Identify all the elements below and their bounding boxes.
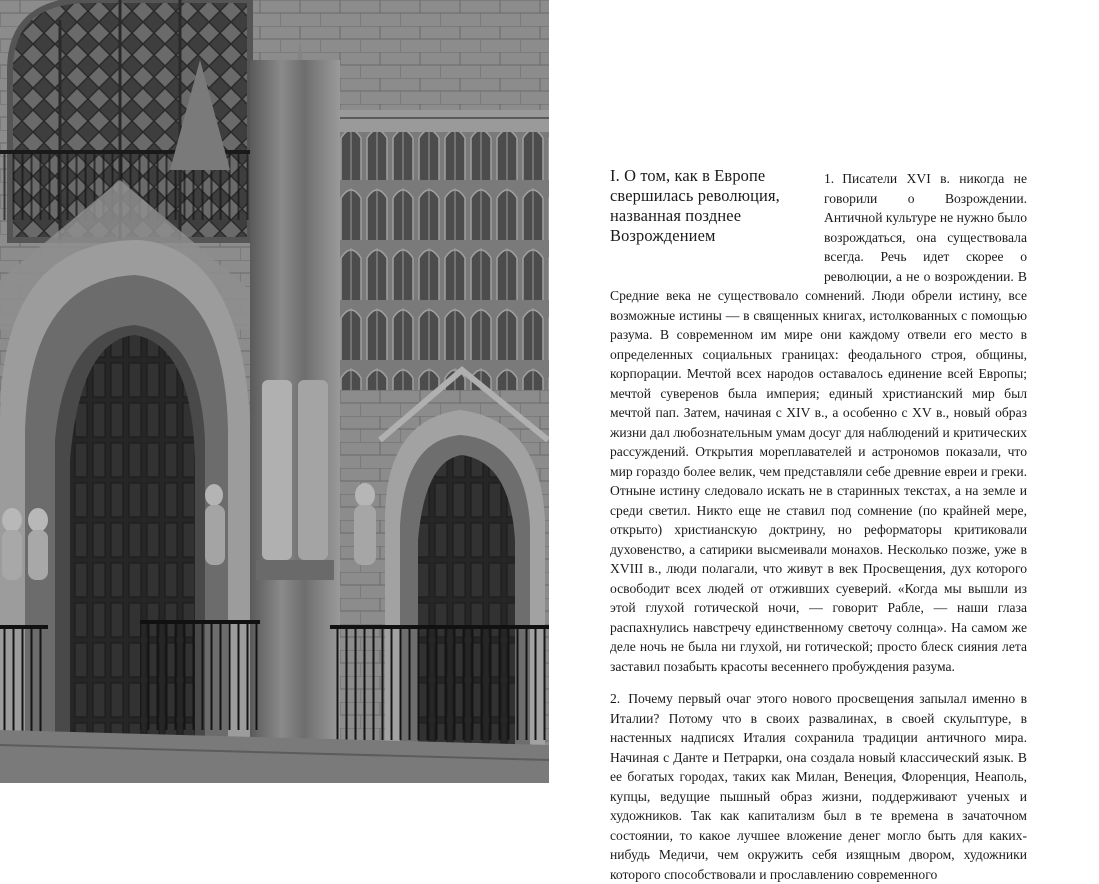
body-text <box>610 169 1027 884</box>
chapter-title-line: I. О том, как в Европе <box>610 166 766 185</box>
cathedral-illustration <box>0 0 549 783</box>
chapter-title-line: Возрождением <box>610 226 716 245</box>
paragraph-text: Писатели XVI в. никогда не говорили о Возрождении. Античной культуре не нужно было возрождаться, она существовала всегда. Речь идет скорее о революции, а не о возрождении. В Средние века не существовало сомнений. Люди обрели истину, все возможные истины — в священных книгах, истолкованных с помощью разума. В современном им мире они каждому отвели его место в определенных социальных границах: феодального строя, общины, корпорации. Мечтой всех народов оставалось единение всей Европы; мечтой суверенов была империя; единый христианский мир был мечтой пап. Затем, начиная с XIV в., а особенно с XV в., новый образ жизни дал любознательным умам досуг для наблюдений и критических рассуждений. Открытия мореплавателей и астрономов показали, что мир гораздо более велик, чем представляли себе древние евреи и греки. Отныне истину следовало искать не в старинных текстах, а на земле и среди светил. Никто еще не ставил под сомнение (по крайней мере, открыто) христианскую доктрину, но реформаторы критиковали духовенство, а сатирики высмеивали монахов. Несколько позже, уже в XVIII в., люди полагали, что живут в век Просвещения, дух которого освободит всех людей от отживших суеверий. «Когда мы вышли из этой глухой готической ночи, — говорит Рабле, — наши глаза распахнулись навстречу единственному светочу солнца». На самом же деле ночь не была ни глухой, ни готической; просто блеск сияния лета заставил позабыть красоты весеннего пробуждения разума. <box>610 171 1027 674</box>
paragraph-1 <box>610 169 1027 676</box>
text-page <box>560 0 1099 882</box>
paragraph-number: 2. <box>610 691 621 706</box>
cathedral-portal-photo <box>0 0 549 783</box>
chapter-title-line: свершилась революция, <box>610 186 780 205</box>
paragraph-number: 1. <box>824 171 835 186</box>
chapter-title-line: названная позднее <box>610 206 742 225</box>
paragraph-text: Почему первый очаг этого нового просвещения запылал именно в Италии? Потому что в своих развалинах, в своей скульптуре, в настенных надписях Италия сохранила традиции античного мира. Начиная с Данте и Петрарки, она создала новый классический язык. В ее богатых городах, таких как Милан, Венеция, Флоренция, Неаполь, купцы, ведущие пышный образ жизни, поддерживают ученых и художников. Так как капитализм был в те времена в зачаточном состоянии, то какое лучшее вложение денег могло быть для каких-нибудь Медичи, чем окружить себя изящным двором, художники которого способствовали и прославлению современного <box>610 691 1027 882</box>
paragraph-2 <box>610 689 1027 884</box>
